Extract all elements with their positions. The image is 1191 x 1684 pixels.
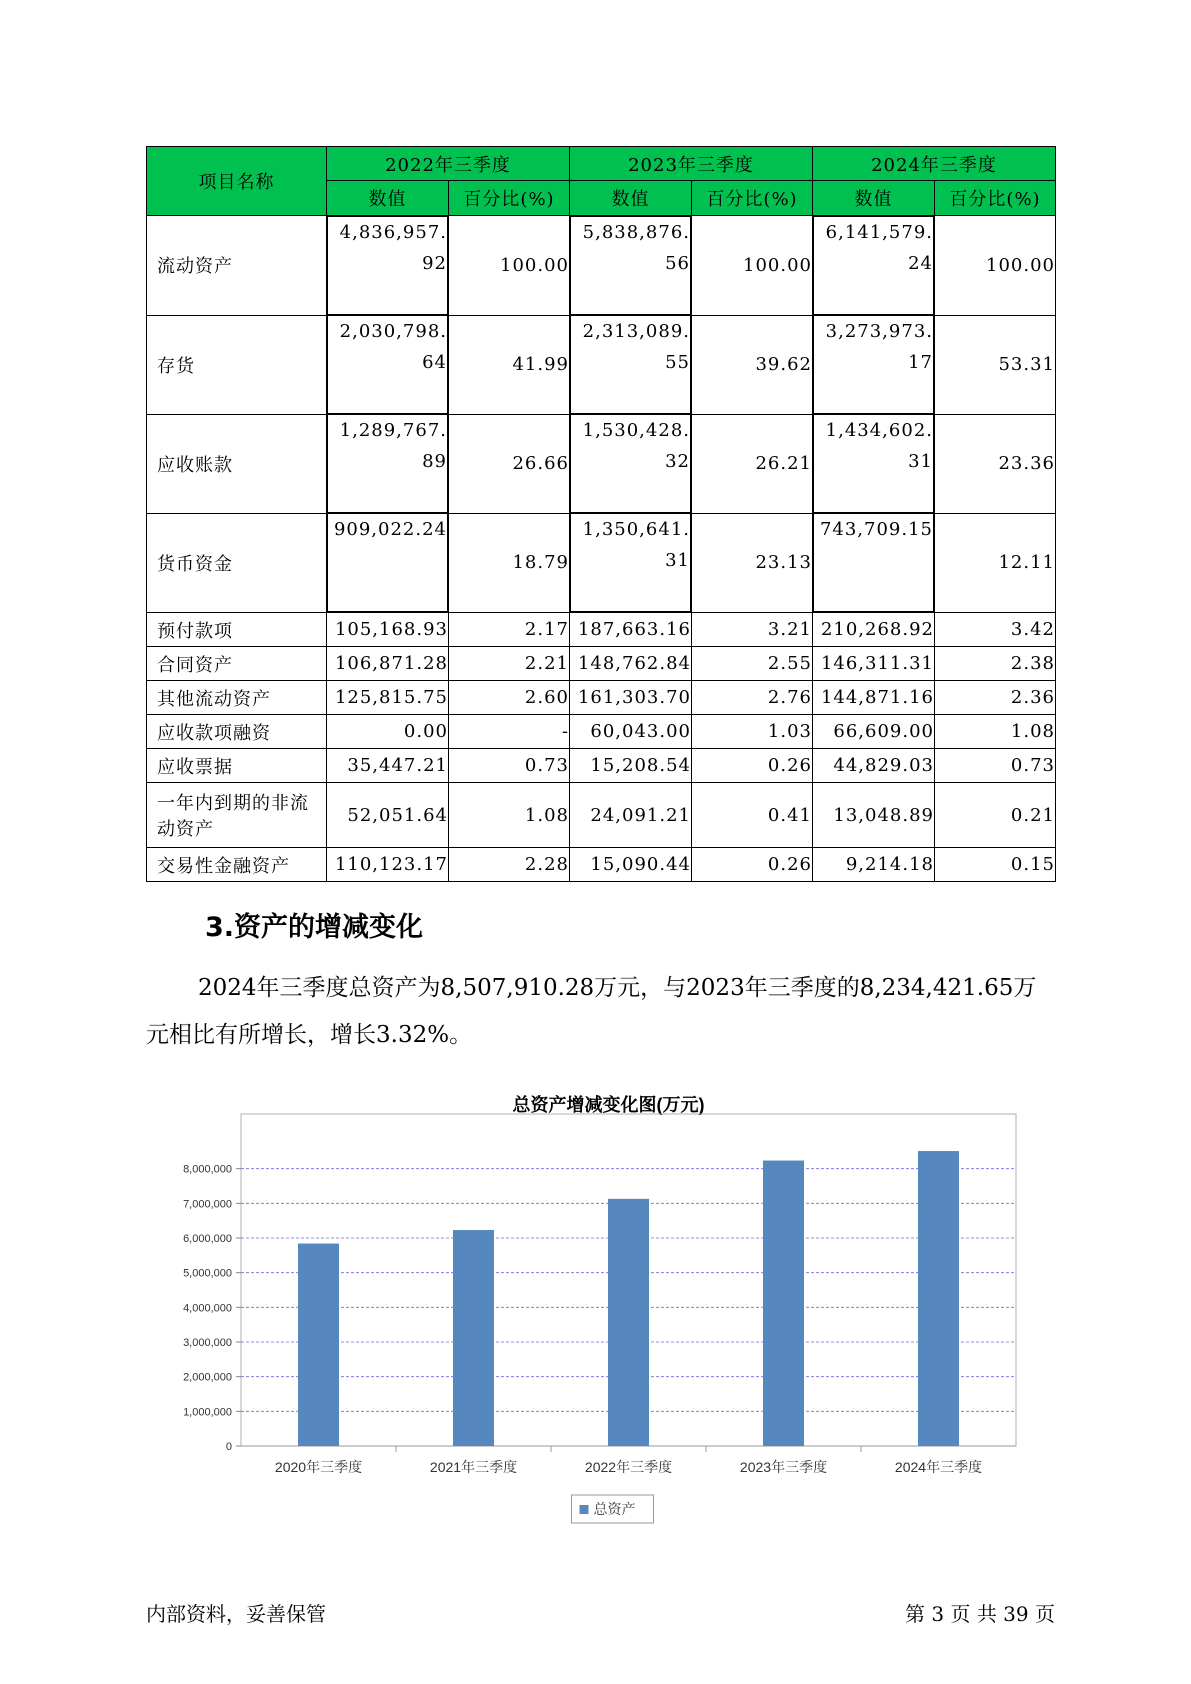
value-cell: 148,762.84 [570,647,692,681]
pct-cell: 3.42 [935,613,1056,647]
value-cell: 110,123.17 [327,848,449,882]
pct-cell: 12.11 [935,513,1056,613]
table-row [147,715,1056,749]
x-tick-label: 2024年三季度 [894,1459,983,1475]
y-tick-label: 0 [225,1441,232,1453]
section-heading: 3.资产的增减变化 [205,912,424,943]
bar [608,1199,649,1446]
pct-cell: 2.17 [449,613,570,647]
row-name-cell: 存货 [147,315,327,414]
row-name-cell: 交易性金融资产 [147,848,327,882]
x-tick-label: 2021年三季度 [429,1459,518,1475]
value-cell: 15,090.44 [570,848,692,882]
value-cell: 3,273,973.17 [813,315,934,414]
pct-cell: 23.36 [935,414,1056,513]
value-cell: 2,030,798.64 [327,315,448,414]
pct-cell: 26.21 [692,414,813,513]
value-cell: 0.00 [327,715,449,749]
table-row [147,783,1056,848]
x-tick-label: 2022年三季度 [584,1459,673,1475]
value-cell: 1,434,602.31 [813,414,934,513]
value-header: 数值 [813,181,935,216]
bar [298,1244,339,1446]
value-cell: 146,311.31 [813,647,935,681]
bar [918,1151,959,1446]
y-tick-label: 2,000,000 [183,1371,232,1384]
y-tick-label: 1,000,000 [183,1406,232,1419]
pct-cell: 2.21 [449,647,570,681]
value-cell: 66,609.00 [813,715,935,749]
pct-cell: 53.31 [935,315,1056,414]
pct-header: 百分比(%) [692,181,813,216]
value-cell: 4,836,957.92 [327,216,448,315]
y-tick-label: 6,000,000 [183,1233,232,1245]
value-cell: 161,303.70 [570,681,692,715]
pct-cell: 1.08 [449,783,570,848]
table-row [147,848,1056,882]
legend-swatch [580,1505,589,1514]
legend-label: 总资产 [593,1501,636,1517]
period-header-2023: 2023年三季度 [570,147,813,181]
value-cell: 13,048.89 [813,783,935,848]
row-name-cell: 应收款项融资 [147,715,327,749]
pct-cell: 0.26 [692,848,813,882]
y-tick-label: 3,000,000 [183,1337,232,1349]
pct-cell: 100.00 [935,216,1056,316]
value-cell: 125,815.75 [327,681,449,715]
item-name-header: 项目名称 [147,147,327,216]
row-name-cell: 流动资产 [147,216,327,316]
table-row [147,315,1056,414]
paragraph-text: 2024年三季度总资产为8,507,910.28万元，与2023年三季度的8,234,421.65万元相比有所增长，增长3.32%。 [146,975,1037,1048]
pct-cell: 0.41 [692,783,813,848]
pct-cell: 3.21 [692,613,813,647]
row-name-cell: 预付款项 [147,613,327,647]
table-row [147,513,1056,613]
value-cell: 6,141,579.24 [813,216,934,315]
value-cell: 24,091.21 [570,783,692,848]
pct-cell: 0.26 [692,749,813,783]
pct-cell: 39.62 [692,315,813,414]
value-cell: 106,871.28 [327,647,449,681]
value-cell: 144,871.16 [813,681,935,715]
value-cell: 9,214.18 [813,848,935,882]
period-header-2024: 2024年三季度 [813,147,1056,181]
value-cell: 1,350,641.31 [570,513,691,612]
total-assets-chart [146,1080,1056,1540]
table-row [147,681,1056,715]
pct-cell: 100.00 [692,216,813,316]
x-tick-label: 2020年三季度 [274,1459,363,1475]
pct-cell: 23.13 [692,513,813,613]
pct-cell: 2.76 [692,681,813,715]
footer-page-number: 第 3 页 共 39 页 [905,1602,1055,1626]
row-name-cell: 合同资产 [147,647,327,681]
value-cell: 2,313,089.55 [570,315,691,414]
row-name-cell: 其他流动资产 [147,681,327,715]
pct-cell: 2.28 [449,848,570,882]
pct-cell: 2.55 [692,647,813,681]
y-tick-label: 4,000,000 [183,1302,232,1315]
value-cell: 1,530,428.32 [570,414,691,513]
pct-cell: 26.66 [449,414,570,513]
bar [763,1161,804,1446]
value-header: 数值 [327,181,449,216]
y-tick-label: 8,000,000 [183,1163,232,1176]
y-tick-label: 5,000,000 [183,1267,232,1280]
pct-cell: 2.60 [449,681,570,715]
chart-title: 总资产增减变化图(万元) [512,1095,705,1115]
bar [453,1230,494,1446]
chart-svg [146,1080,1056,1540]
value-cell: 105,168.93 [327,613,449,647]
table-row [147,647,1056,681]
value-cell: 44,829.03 [813,749,935,783]
value-cell: 15,208.54 [570,749,692,783]
current-assets-table [146,146,1056,882]
value-cell: 210,268.92 [813,613,935,647]
pct-cell: - [449,715,570,749]
value-cell: 35,447.21 [327,749,449,783]
table-row [147,216,1056,316]
row-name-cell: 一年内到期的非流动资产 [147,783,327,848]
pct-header: 百分比(%) [449,181,570,216]
row-name-cell: 应收票据 [147,749,327,783]
x-tick-label: 2023年三季度 [739,1459,828,1475]
pct-cell: 1.03 [692,715,813,749]
row-name-cell: 应收账款 [147,414,327,513]
section-paragraph [146,965,1051,1059]
pct-cell: 0.21 [935,783,1056,848]
value-header: 数值 [570,181,692,216]
pct-cell: 18.79 [449,513,570,613]
footer-confidential: 内部资料，妥善保管 [146,1602,326,1626]
value-cell: 909,022.24 [327,513,448,612]
pct-cell: 0.73 [935,749,1056,783]
value-cell: 5,838,876.56 [570,216,691,315]
value-cell: 52,051.64 [327,783,449,848]
pct-cell: 1.08 [935,715,1056,749]
table-row [147,749,1056,783]
value-cell: 743,709.15 [813,513,934,612]
pct-cell: 2.38 [935,647,1056,681]
y-tick-label: 7,000,000 [183,1198,232,1211]
pct-cell: 2.36 [935,681,1056,715]
pct-cell: 41.99 [449,315,570,414]
pct-cell: 0.73 [449,749,570,783]
pct-header: 百分比(%) [935,181,1056,216]
pct-cell: 100.00 [449,216,570,316]
table-row [147,613,1056,647]
value-cell: 1,289,767.89 [327,414,448,513]
value-cell: 187,663.16 [570,613,692,647]
pct-cell: 0.15 [935,848,1056,882]
table-row [147,414,1056,513]
row-name-cell: 货币资金 [147,513,327,613]
period-header-2022: 2022年三季度 [327,147,570,181]
value-cell: 60,043.00 [570,715,692,749]
